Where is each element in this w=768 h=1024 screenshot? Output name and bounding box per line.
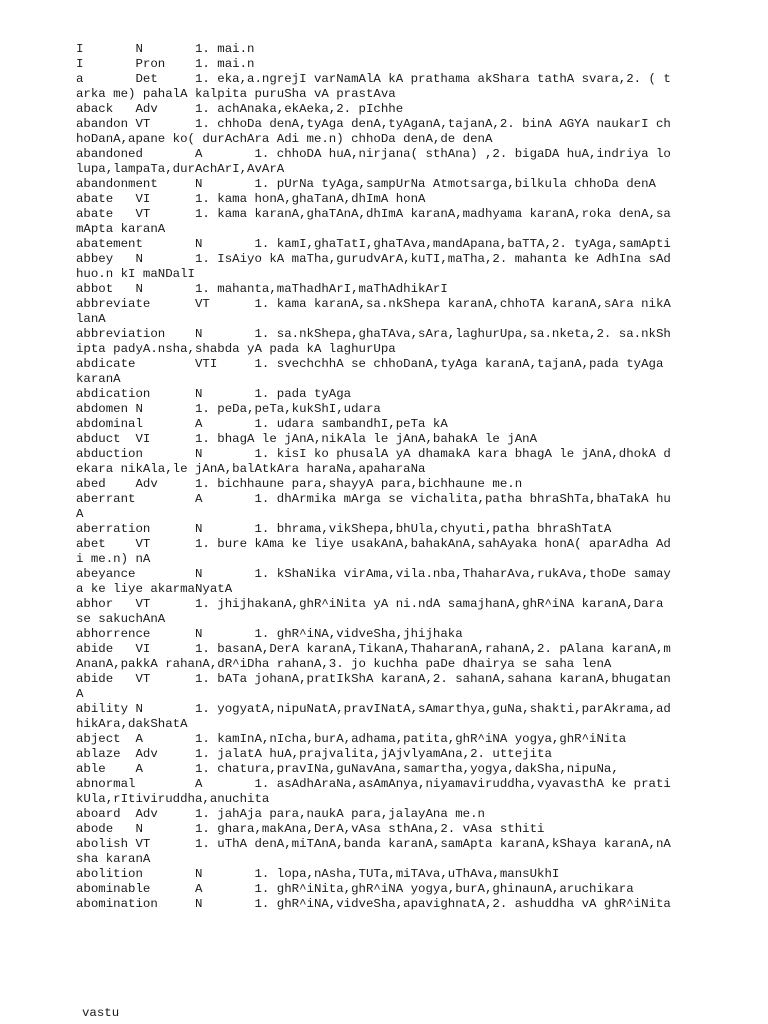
dictionary-line: abbreviate VT 1. kama karanA,sa.nkShepa karanA,chhoTA karanA,sAra nikA xyxy=(76,297,671,311)
dictionary-line: abdominal A 1. udara sambandhI,peTa kA xyxy=(76,417,448,431)
dictionary-line: lanA xyxy=(76,312,106,326)
dictionary-line: abbot N 1. mahanta,maThadhArI,maThAdhikArI xyxy=(76,282,448,296)
dictionary-line: arka me) pahalA kalpita puruSha vA prastAva xyxy=(76,87,396,101)
dictionary-line: A xyxy=(76,687,84,701)
dictionary-line: abnormal A 1. asAdhAraNa,asAmAnya,niyamaviruddha,vyavasthA ke prati xyxy=(76,777,671,791)
dictionary-line: abate VT 1. kama karanA,ghaTAnA,dhImA karanA,madhyama karanA,roka denA,sa xyxy=(76,207,671,221)
dictionary-line: abed Adv 1. bichhaune para,shayyA para,bichhaune me.n xyxy=(76,477,523,491)
dictionary-line: ablaze Adv 1. jalatA huA,prajvalita,jAjvlyamAna,2. uttejita xyxy=(76,747,552,761)
dictionary-line: ability N 1. yogyatA,nipuNatA,pravINatA,sAmarthya,guNa,shakti,parAkrama,ad xyxy=(76,702,671,716)
dictionary-line: aboard Adv 1. jahAja para,naukA para,jalayAna me.n xyxy=(76,807,485,821)
dictionary-line: lupa,lampaTa,durAchArI,AvArA xyxy=(76,162,285,176)
dictionary-line: se sakuchAnA xyxy=(76,612,166,626)
dictionary-line: abdicate VTI 1. svechchhA se chhoDanA,tyAga karanA,tajanA,pada tyAga xyxy=(76,357,664,371)
dictionary-line: a Det 1. eka,a.ngrejI varNamAlA kA prathama akShara tathA svara,2. ( t xyxy=(76,72,671,86)
dictionary-line: A xyxy=(76,507,84,521)
dictionary-line: abbey N 1. IsAiyo kA maTha,gurudvArA,kuTI,maTha,2. mahanta ke AdhIna sAd xyxy=(76,252,671,266)
dictionary-line: ekara nikAla,le jAnA,balAtkAra haraNa,apaharaNa xyxy=(76,462,426,476)
dictionary-line: ipta padyA.nsha,shabda yA pada kA laghurUpa xyxy=(76,342,396,356)
dictionary-line: abdication N 1. pada tyAga xyxy=(76,387,352,401)
dictionary-line: abbreviation N 1. sa.nkShepa,ghaTAva,sAra,laghurUpa,sa.nketa,2. sa.nkSh xyxy=(76,327,671,341)
dictionary-line: aback Adv 1. achAnaka,ekAeka,2. pIchhe xyxy=(76,102,404,116)
dictionary-text-block xyxy=(76,42,766,912)
dictionary-line: abhor VT 1. jhijhakanA,ghR^iNita yA ni.ndA samajhanA,ghR^iNA karanA,Dara xyxy=(76,597,664,611)
dictionary-line: hoDanA,apane ko( durAchAra Adi me.n) chhoDa denA,de denA xyxy=(76,132,493,146)
dictionary-line: i me.n) nA xyxy=(76,552,151,566)
dictionary-line: abomination N 1. ghR^iNA,vidveSha,apavighnatA,2. ashuddha vA ghR^iNita xyxy=(76,897,671,911)
dictionary-line: abduct VI 1. bhagA le jAnA,nikAla le jAnA,bahakA le jAnA xyxy=(76,432,538,446)
dictionary-line: I Pron 1. mai.n xyxy=(76,57,255,71)
footer-text: vastu xyxy=(82,1006,120,1020)
dictionary-line: abduction N 1. kisI ko phusalA yA dhamakA kara bhagA le jAnA,dhokA d xyxy=(76,447,671,461)
dictionary-line: abide VI 1. basanA,DerA karanA,TikanA,ThaharanA,rahanA,2. pAlana karanA,m xyxy=(76,642,671,656)
dictionary-line: abandonment N 1. pUrNa tyAga,sampUrNa Atmotsarga,bilkula chhoDa denA xyxy=(76,177,656,191)
dictionary-line: I N 1. mai.n xyxy=(76,42,255,56)
dictionary-line: abolition N 1. lopa,nAsha,TUTa,miTAva,uThAva,mansUkhI xyxy=(76,867,560,881)
dictionary-line: abominable A 1. ghR^iNita,ghR^iNA yogya,burA,ghinaunA,aruchikara xyxy=(76,882,634,896)
dictionary-line: abatement N 1. kamI,ghaTatI,ghaTAva,mandApana,baTTA,2. tyAga,samApti xyxy=(76,237,671,251)
dictionary-line: abeyance N 1. kShaNika virAma,vila.nba,ThaharAva,rukAva,thoDe samay xyxy=(76,567,671,581)
dictionary-line: hikAra,dakShatA xyxy=(76,717,188,731)
dictionary-line: aberration N 1. bhrama,vikShepa,bhUla,chyuti,patha bhraShTatA xyxy=(76,522,612,536)
dictionary-line: sha karanA xyxy=(76,852,151,866)
dictionary-line: abate VI 1. kama honA,ghaTanA,dhImA honA xyxy=(76,192,426,206)
dictionary-line: abandon VT 1. chhoDa denA,tyAga denA,tyAganA,tajanA,2. binA AGYA naukarI ch xyxy=(76,117,671,131)
dictionary-line: huo.n kI maNDalI xyxy=(76,267,195,281)
dictionary-line: karanA xyxy=(76,372,121,386)
dictionary-line: a ke liye akarmaNyatA xyxy=(76,582,233,596)
dictionary-line: abide VT 1. bATa johanA,pratIkShA karanA,2. sahanA,sahana karanA,bhugatan xyxy=(76,672,671,686)
dictionary-line: abject A 1. kamInA,nIcha,burA,adhama,patita,ghR^iNA yogya,ghR^iNita xyxy=(76,732,627,746)
dictionary-line: AnanA,pakkA rahanA,dR^iDha rahanA,3. jo kuchha paDe dhairya se saha lenA xyxy=(76,657,612,671)
dictionary-line: abolish VT 1. uThA denA,miTAnA,banda karanA,samApta karanA,kShaya karanA,nA xyxy=(76,837,671,851)
dictionary-line: able A 1. chatura,pravINa,guNavAna,samartha,yogya,dakSha,nipuNa, xyxy=(76,762,619,776)
dictionary-line: abhorrence N 1. ghR^iNA,vidveSha,jhijhaka xyxy=(76,627,463,641)
dictionary-line: abode N 1. ghara,makAna,DerA,vAsa sthAna,2. vAsa sthiti xyxy=(76,822,545,836)
dictionary-line: abdomen N 1. peDa,peTa,kukShI,udara xyxy=(76,402,381,416)
dictionary-line: abet VT 1. bure kAma ke liye usakAnA,bahakAnA,sahAyaka honA( aparAdha Ad xyxy=(76,537,671,551)
dictionary-line: aberrant A 1. dhArmika mArga se vichalita,patha bhraShTa,bhaTakA hu xyxy=(76,492,671,506)
dictionary-line: kUla,rItiviruddha,anuchita xyxy=(76,792,270,806)
dictionary-line: abandoned A 1. chhoDA huA,nirjana( sthAna) ,2. bigaDA huA,indriya lo xyxy=(76,147,671,161)
dictionary-line: mApta karanA xyxy=(76,222,166,236)
